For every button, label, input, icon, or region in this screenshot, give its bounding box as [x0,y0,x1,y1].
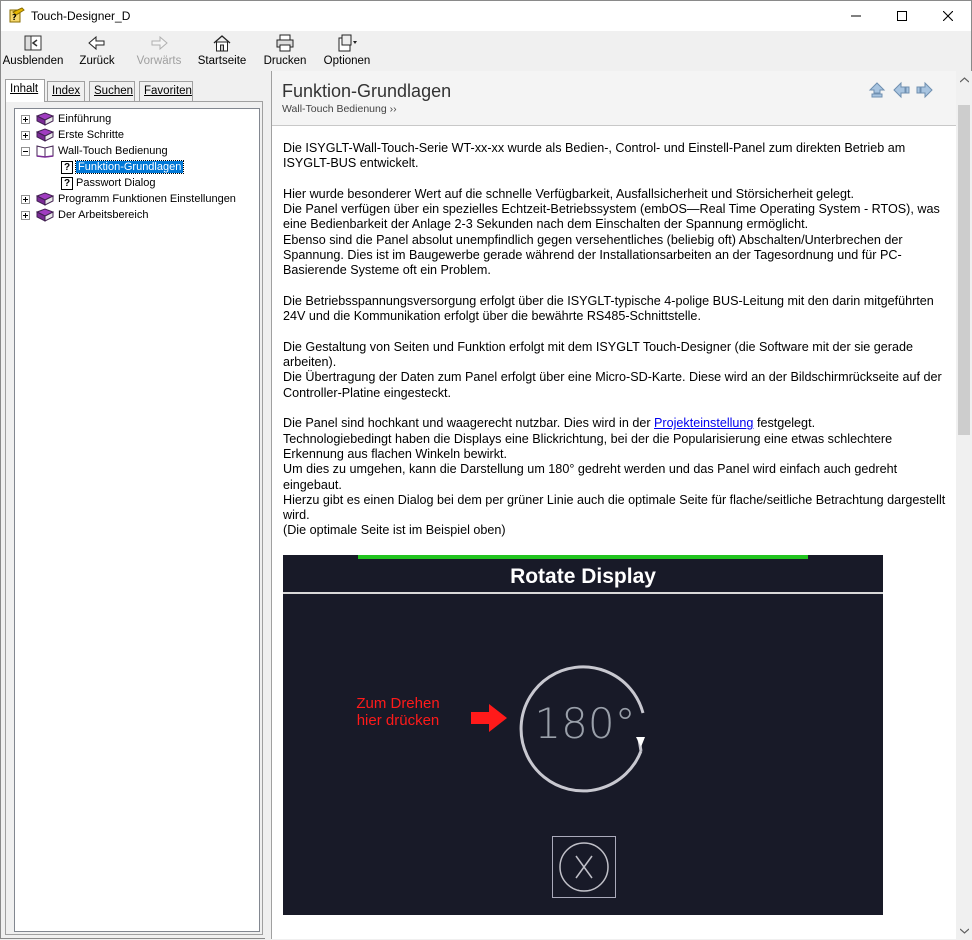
tab-favorites-label: Favoriten [144,85,192,97]
back-button[interactable] [77,33,117,71]
collapse-icon[interactable] [21,147,30,156]
tree-item-wall-touch-bedienung[interactable] [21,143,168,159]
paragraph-line: (Die optimale Seite ist im Beispiel oben) [283,523,506,538]
book-closed-icon [36,112,54,126]
tab-contents[interactable] [5,79,45,102]
red-arrow-icon [471,704,507,732]
hide-button[interactable] [2,33,64,71]
paragraph-line: Die Übertragung der Daten zum Panel erfolgt über eine Micro-SD-Karte. Diese wird an der Bildschirmrückseite auf der Controller-Platine eingesteckt. [283,370,942,400]
maximize-button[interactable] [879,1,925,31]
link-projekteinstellung[interactable]: Projekteinstellung [654,416,754,431]
tree-label: Der Arbeitsbereich [58,209,149,221]
expand-icon[interactable] [21,195,30,204]
rotate-display-image [283,555,883,915]
hint-line: hier drücken [356,712,440,729]
degree-label: 180° [534,699,636,748]
display-close-button[interactable] [552,836,616,898]
tab-favorites[interactable] [139,81,193,101]
forward-label: Vorwärts [136,55,182,67]
rotate-180-button[interactable] [515,655,655,795]
help-page-icon: ? [61,177,73,190]
tree-label: Erste Schritte [58,129,125,141]
options-icon [336,34,358,52]
expand-icon[interactable] [21,115,30,124]
paragraph-line: Die Panel sind hochkant und waagerecht nutzbar. Dies wird in der [283,416,655,431]
options-label: Optionen [323,55,371,67]
svg-text:?: ? [12,13,17,22]
window-title: Touch-Designer_D [31,9,131,23]
scroll-down-icon [960,928,969,934]
tree-item-erste-schritte[interactable] [21,127,124,143]
paragraph-line: Die Gestaltung von Seiten und Funktion erfolgt mit dem ISYGLT Touch-Designer (die Software mit der sie gerade arbeiten). [283,339,914,370]
tab-search-label: Suchen [94,85,134,97]
close-button[interactable] [925,1,971,31]
home-icon [212,34,232,52]
hide-pane-icon [23,34,43,52]
page-title: Funktion-Grundlagen [282,81,452,101]
tree-item-arbeitsbereich[interactable] [21,207,149,223]
back-arrow-icon [87,35,107,51]
book-closed-icon [36,192,54,206]
tree-label: Passwort Dialog [76,177,156,189]
vertical-scrollbar[interactable] [956,71,972,939]
print-button[interactable] [263,33,307,71]
optimal-side-bar [358,555,808,559]
minimize-icon [851,11,861,21]
title-bar [1,1,971,31]
rotate-hint [343,695,453,729]
tab-index[interactable] [47,81,85,101]
display-divider [283,592,883,594]
paragraph: Die Betriebsspannungsversorgung erfolgt über die ISYGLT-typische 4-polige BUS-Leitung mit den darin mitgeführten 24V und die Kommunikation erfolgt über die bewährte RS485-Schnittstelle. [283,293,934,324]
home-label: Startseite [197,55,247,67]
topic-header [272,71,956,126]
display-title: Rotate Display [510,565,656,588]
topic-body [283,141,953,554]
tree-label-selected: Funktion-Grundlagen [78,161,182,173]
book-open-icon [36,144,54,158]
back-label: Zurück [79,55,115,67]
scroll-up-button[interactable] [956,71,972,88]
contents-tree[interactable] [14,108,260,932]
book-closed-icon [36,208,54,222]
contents-panel [5,101,263,935]
toolbar [1,31,971,71]
previous-arrow-icon[interactable] [892,81,910,99]
paragraph-line: Die Panel verfügen über ein spezielles Echtzeit-Betriebssystem (embOS—Real Time Operating System - RTOS), was eine Bedienbarkeit der Anlage 2-3 Sekunden nach dem Einschalten der Spannung ermöglicht. [283,202,940,232]
printer-icon [275,34,295,52]
scroll-up-icon [960,77,969,83]
scroll-thumb[interactable] [958,105,970,435]
hide-label: Ausblenden [2,55,64,67]
minimize-button[interactable] [833,1,879,31]
expand-icon[interactable] [21,211,30,220]
paragraph-line: Um dies zu umgehen, kann die Darstellung um 180° gedreht werden und das Panel wird einfach auch gedreht eingebaut. [283,462,898,492]
paragraph [283,187,953,279]
hint-line: Zum Drehen [356,695,440,712]
tab-contents-label: Inhalt [10,83,39,95]
home-button[interactable] [197,33,247,71]
up-arrow-icon[interactable] [868,81,886,99]
nav-tabs [5,79,261,101]
close-circle-icon [553,837,615,897]
topic-content [271,71,971,939]
tree-item-passwort-dialog[interactable] [61,175,155,191]
next-arrow-icon[interactable] [916,81,934,99]
tree-label: Wall-Touch Bedienung [58,145,168,157]
breadcrumb[interactable]: Wall-Touch Bedienung ›› [282,103,397,115]
book-closed-icon [36,128,54,142]
maximize-icon [897,11,907,21]
tab-search[interactable] [89,81,135,101]
help-app-icon [9,7,25,23]
options-button[interactable] [323,33,371,71]
paragraph-line: Hier wurde besonderer Wert auf die schnelle Verfügbarkeit, Ausfallsicherheit und Störsicherheit gelegt. [283,186,854,201]
scroll-down-button[interactable] [956,922,972,939]
tab-index-label: Index [52,85,81,97]
tree-item-einfuehrung[interactable] [21,111,111,127]
forward-arrow-icon [149,35,169,51]
tree-label: Einführung [58,113,112,125]
forward-button[interactable] [135,33,183,71]
tree-item-programm-funktionen[interactable] [21,191,236,207]
help-page-icon: ? [61,161,73,174]
close-icon [943,11,953,21]
paragraph-line: Technologiebedingt haben die Displays eine Blickrichtung, bei der die Popularisierung eine etwas schlechtere Erkennung aus flachen Winkeln bewirkt. [283,431,893,461]
paragraph [283,340,953,401]
expand-icon[interactable] [21,131,30,140]
paragraph-line: Hierzu gibt es einen Dialog bei dem per grüner Linie auch die optimale Seite für flache/seitliche Betrachtung dargestellt wird. [283,492,946,523]
tree-label: Programm Funktionen Einstellungen [58,193,236,205]
topic-nav [868,81,934,99]
tree-item-funktion-grundlagen[interactable] [61,159,183,175]
paragraph-line: Ebenso sind die Panel absolut unempfindlich gegen versehentliches (beliebig oft) Abschalten/Unterbrechen der Spannung. Dies ist im Baugewerbe gerade während der Installationsarbeiten an der Tagesordnung und für PC-Basierende Systeme oft ein Problem. [283,232,903,278]
paragraph: Die ISYGLT-Wall-Touch-Serie WT-xx-xx wurde als Bedien-, Control- und Einstell-Panel zum direkten Betrieb am ISYGLT-BUS entwickelt. [283,141,906,171]
paragraph-line: festgelegt. [753,416,816,431]
paragraph [283,416,953,538]
print-label: Drucken [263,55,307,67]
